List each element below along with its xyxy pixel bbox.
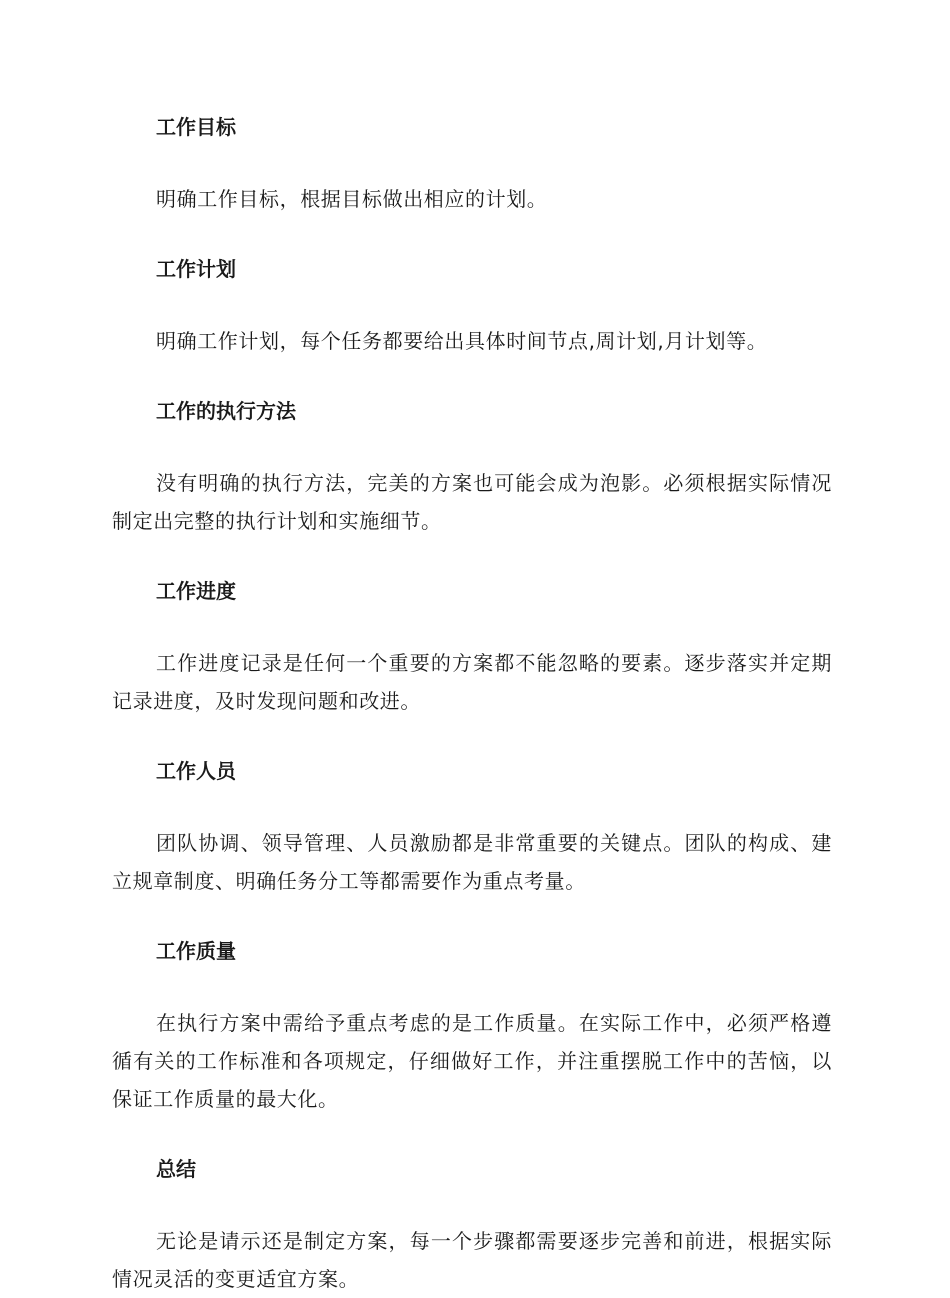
section-heading-summary: 总结	[156, 1157, 196, 1181]
section-body-summary: 无论是请示还是制定方案，每一个步骤都需要逐步完善和前进，根据实际情况灵活的变更适宜方案。	[112, 1229, 832, 1291]
section-heading-method: 工作的执行方法	[156, 399, 296, 423]
section-heading-staff: 工作人员	[156, 759, 236, 783]
section-body-plan: 明确工作计划，每个任务都要给出具体时间节点,周计划,月计划等。	[156, 329, 768, 353]
section-heading-quality: 工作质量	[156, 939, 236, 963]
section-body-method: 没有明确的执行方法，完美的方案也可能会成为泡影。必须根据实际情况制定出完整的执行计划和实施细节。	[112, 471, 832, 533]
section-heading-plan: 工作计划	[156, 257, 236, 281]
section-body-staff: 团队协调、领导管理、人员激励都是非常重要的关键点。团队的构成、建立规章制度、明确任务分工等都需要作为重点考量。	[112, 831, 832, 893]
section-body-goal: 明确工作目标，根据目标做出相应的计划。	[156, 187, 548, 211]
section-heading-goal: 工作目标	[156, 115, 236, 139]
document-content	[112, 108, 832, 1298]
section-body-progress: 工作进度记录是任何一个重要的方案都不能忽略的要素。逐步落实并定期记录进度，及时发现问题和改进。	[112, 651, 832, 713]
section-body-quality: 在执行方案中需给予重点考虑的是工作质量。在实际工作中，必须严格遵循有关的工作标准和各项规定，仔细做好工作，并注重摆脱工作中的苦恼，以保证工作质量的最大化。	[112, 1011, 832, 1111]
section-heading-progress: 工作进度	[156, 579, 236, 603]
